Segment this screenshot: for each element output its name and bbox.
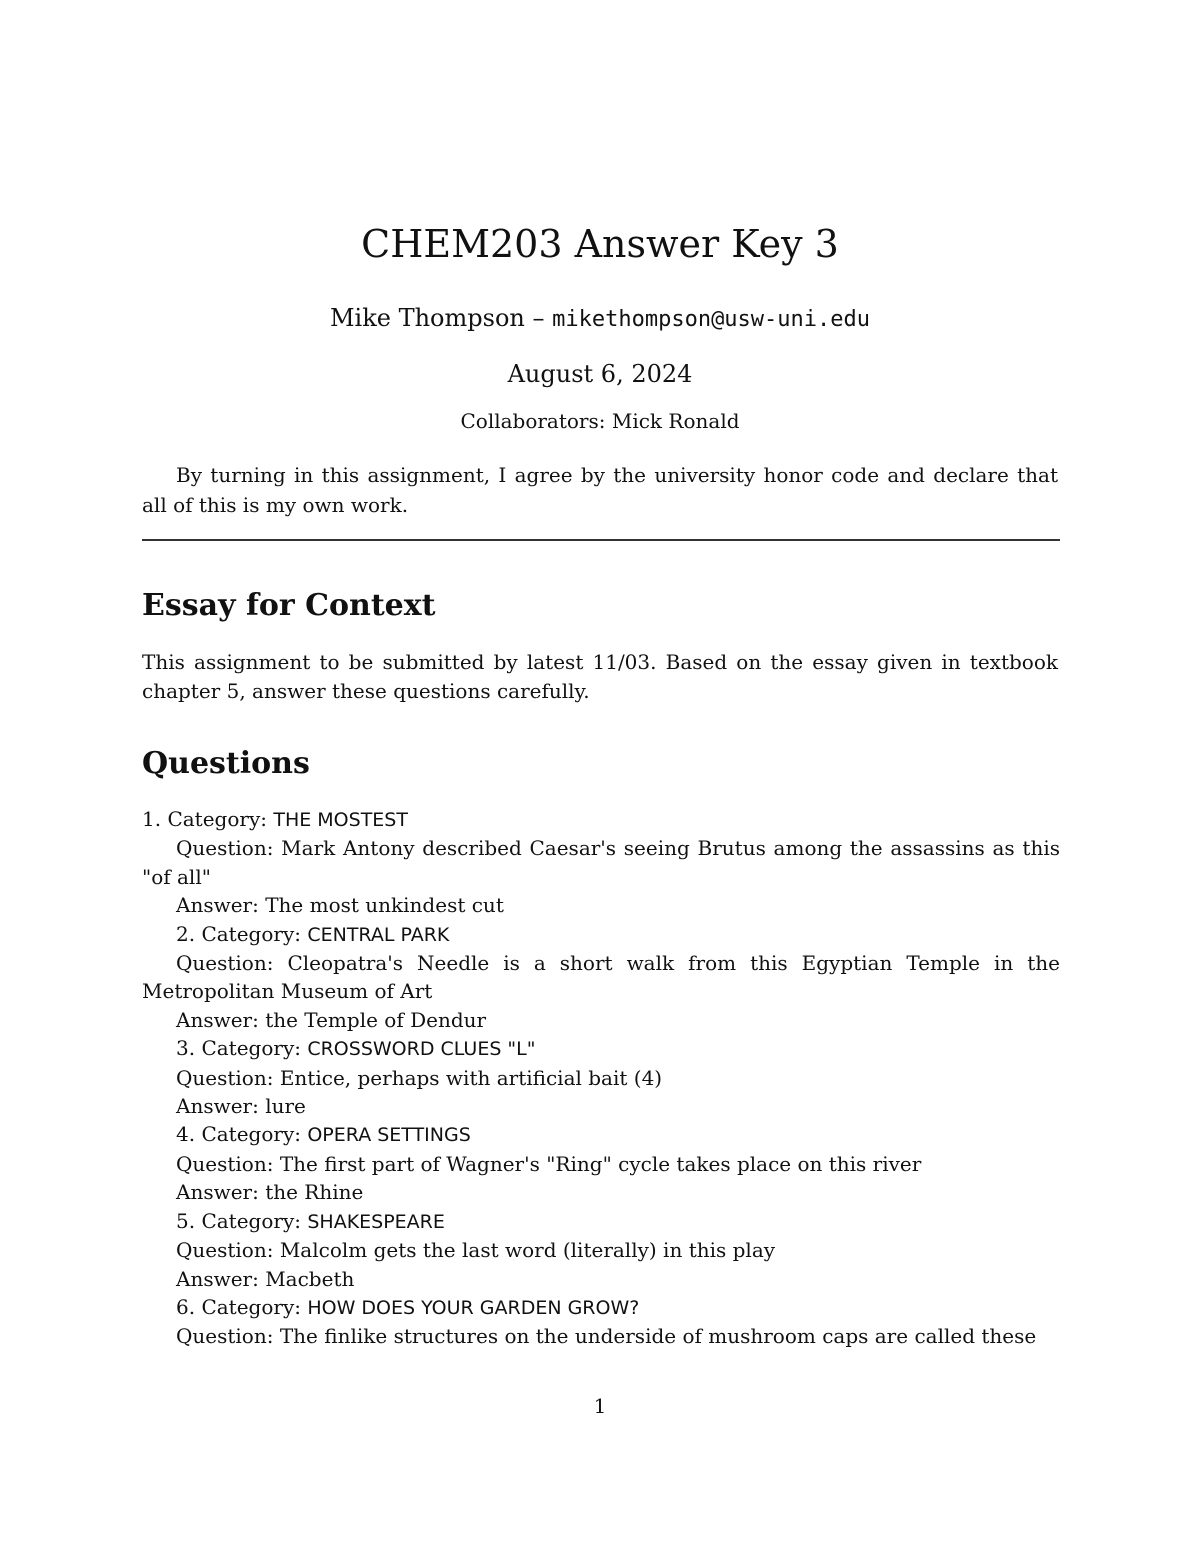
essay-body: This assignment to be submitted by latest 11/03. Based on the essay given in textbook chapter 5, answer these questions carefully.	[142, 650, 1058, 703]
horizontal-rule	[142, 539, 1060, 541]
honor-declaration: By turning in this assignment, I agree by the university honor code and declare that all of this is my own work.	[142, 463, 1058, 517]
question-6-category	[142, 1293, 1060, 1322]
section-heading-essay: Essay for Context	[142, 588, 436, 623]
category-label: 3. Category:	[176, 1036, 308, 1061]
question-6-text: Question: The finlike structures on the underside of mushroom caps are called these	[176, 1324, 1037, 1349]
author-name: Mike Thompson	[329, 304, 525, 332]
section-heading-questions: Questions	[142, 746, 310, 781]
category-name: OPERA SETTINGS	[307, 1124, 471, 1147]
question-5-category	[142, 1207, 1060, 1236]
document-date: August 6, 2024	[507, 360, 693, 388]
category-name: CROSSWORD CLUES "L"	[307, 1038, 536, 1061]
question-3-category	[142, 1034, 1060, 1063]
author-separator: –	[524, 304, 553, 332]
question-1-answer: Answer: The most unkindest cut	[176, 893, 504, 918]
questions-list	[142, 805, 1060, 1351]
question-3-answer: Answer: lure	[176, 1094, 306, 1119]
author-line	[0, 304, 1200, 332]
question-5-answer: Answer: Macbeth	[176, 1266, 355, 1291]
category-name: SHAKESPEARE	[307, 1210, 445, 1233]
category-label: 5. Category:	[176, 1208, 308, 1233]
category-name: CENTRAL PARK	[307, 923, 450, 946]
question-2-category	[142, 920, 1060, 949]
category-label: 1. Category:	[142, 807, 274, 831]
question-1-text: Question: Mark Antony described Caesar's seeing Brutus among the assassins as this "of all"	[142, 836, 1060, 889]
author-email: mikethompson@usw-uni.edu	[552, 307, 871, 332]
question-5-text: Question: Malcolm gets the last word (literally) in this play	[176, 1238, 776, 1263]
category-name: HOW DOES YOUR GARDEN GROW?	[307, 1296, 640, 1319]
document-title: CHEM203 Answer Key 3	[361, 222, 839, 266]
question-4-text: Question: The first part of Wagner's "Ring" cycle takes place on this river	[176, 1151, 922, 1176]
question-2-answer: Answer: the Temple of Dendur	[176, 1007, 487, 1032]
question-1-category	[142, 805, 1060, 834]
category-label: 2. Category:	[176, 921, 308, 946]
category-label: 6. Category:	[176, 1294, 308, 1319]
question-4-category	[142, 1120, 1060, 1149]
question-2-text: Question: Cleopatra's Needle is a short walk from this Egyptian Temple in the Metropolitan Museum of Art	[142, 951, 1060, 1004]
page-number: 1	[593, 1394, 607, 1418]
category-label: 4. Category:	[176, 1122, 308, 1147]
question-3-text: Question: Entice, perhaps with artificial bait (4)	[176, 1065, 663, 1090]
collaborators: Collaborators: Mick Ronald	[460, 409, 740, 433]
question-4-answer: Answer: the Rhine	[176, 1180, 364, 1205]
category-name: THE MOSTEST	[273, 809, 408, 831]
